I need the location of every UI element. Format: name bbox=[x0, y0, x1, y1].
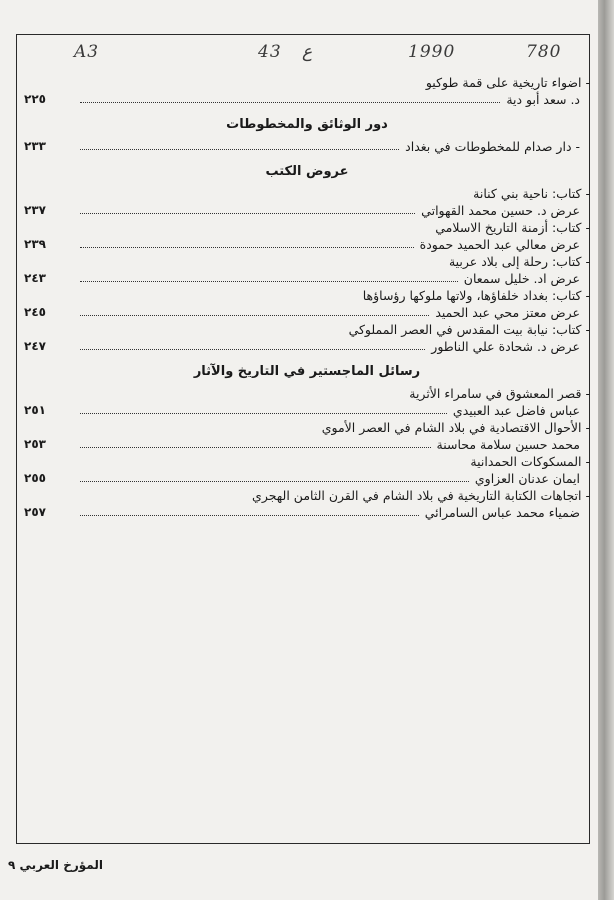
entry-page-number: ٢٤٣ bbox=[24, 271, 46, 285]
entry-page-number: ٢٢٥ bbox=[24, 92, 46, 106]
toc-entry: -الأحوال الاقتصادية في بلاد الشام في العصر الأموي محمد حسين سلامة محاسنة ٢٥٣ bbox=[24, 420, 590, 452]
toc-entry: -اضواء تاريخية على قمة طوكيو د. سعد أبو دية ٢٢٥ bbox=[24, 75, 590, 107]
entry-author: عرض د. حسين محمد القهواتي bbox=[421, 203, 580, 218]
entry-page-number: ٢٥٧ bbox=[24, 505, 46, 519]
page-footer: المؤرخ العربي ٩ bbox=[8, 858, 103, 872]
entry-title: الأحوال الاقتصادية في بلاد الشام في العصر الأموي bbox=[321, 420, 582, 435]
toc-entry: -قصر المعشوق في سامراء الأثرية عباس فاضل عبد العبيدي ٢٥١ bbox=[24, 386, 590, 418]
handwritten-note-a: A3 bbox=[74, 42, 100, 62]
entry-author: عرض معتز محي عبد الحميد bbox=[435, 305, 580, 320]
entry-author: عرض اد. خليل سمعان bbox=[463, 271, 580, 286]
handwritten-note-e: 780 bbox=[526, 42, 562, 62]
entry-title: كتاب: بغداد خلفاؤها، ولاتها ملوكها رؤساؤها bbox=[362, 288, 582, 303]
entry-title: كتاب: رحلة إلى بلاد عربية bbox=[448, 254, 582, 269]
toc-entry: - دار صدام للمخطوطات في بغداد ٢٣٣ bbox=[24, 139, 580, 154]
dot-leader bbox=[80, 446, 431, 448]
entry-page-number: ٢٥٣ bbox=[24, 437, 46, 451]
entry-page-number: ٢٣٧ bbox=[24, 203, 46, 217]
toc-entry: -اتجاهات الكتابة التاريخية في بلاد الشام في القرن الثامن الهجري ضمياء محمد عباس السامرائي ٢٥٧ bbox=[24, 488, 590, 520]
entry-author: ضمياء محمد عباس السامرائي bbox=[424, 505, 580, 520]
entry-page-number: ٢٣٣ bbox=[24, 139, 46, 153]
entry-author: محمد حسين سلامة محاسنة bbox=[436, 437, 580, 452]
entry-title: اضواء تاريخية على قمة طوكيو bbox=[425, 75, 582, 90]
entry-author: عرض معالي عبد الحميد حمودة bbox=[419, 237, 580, 252]
toc-entry: -كتاب: رحلة إلى بلاد عربية عرض اد. خليل سمعان ٢٤٣ bbox=[24, 254, 590, 286]
handwritten-note-b: 43 bbox=[258, 42, 282, 62]
toc-entry: -كتاب: أزمنة التاريخ الاسلامي عرض معالي عبد الحميد حمودة ٢٣٩ bbox=[24, 220, 590, 252]
entry-title: قصر المعشوق في سامراء الأثرية bbox=[409, 386, 582, 401]
entry-page-number: ٢٣٩ bbox=[24, 237, 46, 251]
handwritten-note-c: ع bbox=[302, 42, 313, 62]
table-of-contents bbox=[22, 74, 592, 521]
dot-leader bbox=[80, 246, 414, 248]
entry-page-number: ٢٥١ bbox=[24, 403, 46, 417]
entry-page-number: ٢٥٥ bbox=[24, 471, 46, 485]
entry-title: المسكوكات الحمدانية bbox=[470, 454, 582, 469]
entry-title: كتاب: أزمنة التاريخ الاسلامي bbox=[435, 220, 582, 235]
handwritten-note-d: 1990 bbox=[408, 42, 456, 62]
toc-entry: -كتاب: ناحية بني كنانة عرض د. حسين محمد القهواتي ٢٣٧ bbox=[24, 186, 590, 218]
dot-leader bbox=[80, 348, 425, 350]
toc-entry: -كتاب: بغداد خلفاؤها، ولاتها ملوكها رؤساؤها عرض معتز محي عبد الحميد ٢٤٥ bbox=[24, 288, 590, 320]
section-heading: عروض الكتب bbox=[265, 164, 349, 179]
entry-title: دار صدام للمخطوطات في بغداد bbox=[405, 139, 572, 154]
entry-author: ايمان عدنان العزاوي bbox=[474, 471, 580, 486]
dot-leader bbox=[80, 412, 447, 414]
dot-leader bbox=[80, 280, 458, 282]
entry-title: اتجاهات الكتابة التاريخية في بلاد الشام في القرن الثامن الهجري bbox=[252, 488, 582, 503]
dot-leader bbox=[80, 212, 415, 214]
entry-author: عباس فاضل عبد العبيدي bbox=[452, 403, 580, 418]
dot-leader bbox=[80, 148, 399, 150]
toc-entry: -كتاب: نيابة بيت المقدس في العصر المملوكي عرض د. شحادة علي الناطور ٢٤٧ bbox=[24, 322, 590, 354]
section-heading: دور الوثائق والمخطوطات bbox=[226, 117, 388, 132]
toc-entry: -المسكوكات الحمدانية ايمان عدنان العزاوي ٢٥٥ bbox=[24, 454, 590, 486]
entry-author: عرض د. شحادة علي الناطور bbox=[431, 339, 580, 354]
entry-title: كتاب: نيابة بيت المقدس في العصر المملوكي bbox=[348, 322, 582, 337]
book-spine-shadow bbox=[598, 0, 614, 900]
dot-leader bbox=[80, 101, 500, 103]
dot-leader bbox=[80, 314, 429, 316]
section-heading: رسائل الماجستير في التاريخ والآثار bbox=[193, 364, 421, 379]
dot-leader bbox=[80, 514, 419, 516]
entry-page-number: ٢٤٥ bbox=[24, 305, 46, 319]
entry-page-number: ٢٤٧ bbox=[24, 339, 46, 353]
entry-author: د. سعد أبو دية bbox=[506, 92, 580, 107]
dot-leader bbox=[80, 480, 469, 482]
entry-title: كتاب: ناحية بني كنانة bbox=[473, 186, 582, 201]
